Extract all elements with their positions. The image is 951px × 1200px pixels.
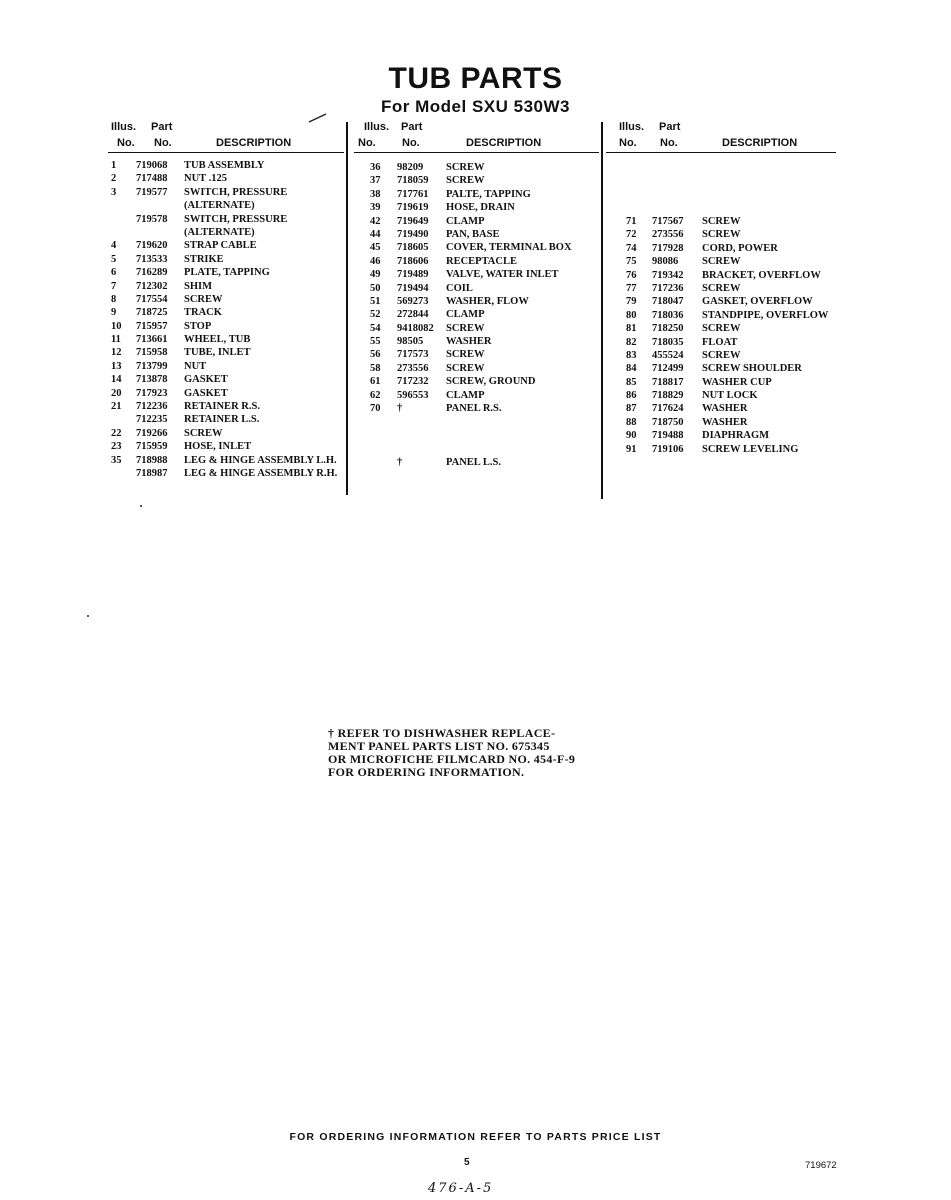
illus-number: 45 <box>370 242 381 254</box>
parts-row <box>108 374 344 387</box>
illus-number: 13 <box>111 360 122 372</box>
illus-number: 90 <box>626 430 637 442</box>
column-divider-2 <box>601 122 603 499</box>
illus-number: 87 <box>626 403 637 415</box>
part-description: STRIKE <box>184 253 224 265</box>
part-description: NUT LOCK <box>702 390 758 402</box>
illus-number: 75 <box>626 256 637 268</box>
illus-number: 86 <box>626 390 637 402</box>
parts-row <box>354 309 599 322</box>
part-number: 719342 <box>652 269 684 281</box>
part-number: 712236 <box>136 401 168 413</box>
part-number: 717232 <box>397 376 429 388</box>
parts-row <box>354 175 599 188</box>
parts-row <box>354 283 599 296</box>
illus-number: 82 <box>626 336 637 348</box>
illus-number: 23 <box>111 441 122 453</box>
part-description: SWITCH, PRESSURE <box>184 213 288 225</box>
part-number: 719490 <box>397 228 429 240</box>
parts-row <box>108 441 344 454</box>
header-no-2: No. <box>660 137 678 149</box>
header-part: Part <box>659 121 681 133</box>
parts-row <box>354 430 599 443</box>
parts-rows <box>606 216 836 457</box>
part-number: 273556 <box>652 229 684 241</box>
parts-row <box>354 296 599 309</box>
part-number: 718035 <box>652 336 684 348</box>
part-number: 715958 <box>136 347 168 359</box>
part-number: 273556 <box>397 362 429 374</box>
part-number: 719266 <box>136 427 168 439</box>
parts-row <box>354 256 599 269</box>
parts-row <box>354 363 599 376</box>
part-number: 718059 <box>397 175 429 187</box>
part-number: 718829 <box>652 390 684 402</box>
part-description: VALVE, WATER INLET <box>446 269 559 281</box>
parts-row <box>354 349 599 362</box>
part-number: 718250 <box>652 323 684 335</box>
part-description: SCREW <box>446 322 485 334</box>
illus-number: 52 <box>370 309 381 321</box>
parts-row <box>354 202 599 215</box>
part-description: (ALTERNATE) <box>184 226 255 238</box>
parts-row <box>354 403 599 416</box>
part-description: SCREW <box>702 323 741 335</box>
part-number: 718036 <box>652 309 684 321</box>
illus-number: 76 <box>626 269 637 281</box>
part-description: WASHER <box>702 416 748 428</box>
header-rule <box>108 152 344 153</box>
part-number: 719578 <box>136 213 168 225</box>
part-description: SCREW <box>702 282 741 294</box>
illus-number: 6 <box>111 267 117 279</box>
part-description: CORD, POWER <box>702 242 778 254</box>
illus-number: 77 <box>626 282 637 294</box>
part-description: SWITCH, PRESSURE <box>184 186 288 198</box>
parts-row <box>108 214 344 227</box>
parts-row <box>108 455 344 468</box>
part-number: 98086 <box>652 256 679 268</box>
illus-number: 51 <box>370 295 381 307</box>
part-number: 719619 <box>397 202 429 214</box>
part-number: 719649 <box>397 215 429 227</box>
illus-number: 81 <box>626 323 637 335</box>
part-description: SCREW <box>184 427 223 439</box>
part-description: RETAINER L.S. <box>184 414 260 426</box>
parts-row <box>108 187 344 200</box>
part-description: RETAINER R.S. <box>184 401 260 413</box>
part-number: 712235 <box>136 414 168 426</box>
part-description: PAN, BASE <box>446 228 500 240</box>
header-description: DESCRIPTION <box>216 137 292 149</box>
illus-number: 83 <box>626 349 637 361</box>
header-description: DESCRIPTION <box>466 137 542 149</box>
parts-row <box>606 377 836 390</box>
illus-number: 35 <box>111 454 122 466</box>
part-number: 718817 <box>652 376 684 388</box>
parts-row <box>606 283 836 296</box>
part-number: 718047 <box>652 296 684 308</box>
part-description: TUB ASSEMBLY <box>184 160 265 171</box>
page-title: TUB PARTS <box>388 62 563 95</box>
parts-row <box>108 428 344 441</box>
parts-row <box>354 242 599 255</box>
part-description: CLAMP <box>446 309 485 321</box>
parts-row <box>108 240 344 253</box>
illus-number: 80 <box>626 309 637 321</box>
parts-row <box>108 307 344 320</box>
parts-rows <box>108 160 344 481</box>
parts-row <box>108 468 344 481</box>
parts-column-2 <box>354 118 599 470</box>
part-description: SCREW <box>446 362 485 374</box>
header-no-2: No. <box>402 137 420 149</box>
ordering-footer: FOR ORDERING INFORMATION REFER TO PARTS PRICE LIST <box>289 1131 662 1143</box>
part-description: SCREW LEVELING <box>702 443 799 455</box>
parts-row <box>606 270 836 283</box>
part-number: 717761 <box>397 188 429 200</box>
illus-number: 5 <box>111 253 117 265</box>
illus-number: 22 <box>111 427 122 439</box>
part-description: SCREW <box>702 349 741 361</box>
parts-row <box>108 200 344 213</box>
replacement-panel-note <box>328 727 628 779</box>
header-illus: Illus. <box>364 121 390 133</box>
part-description: CLAMP <box>446 389 485 401</box>
pen-mark <box>308 112 328 124</box>
part-description: PLATE, TAPPING <box>184 267 270 279</box>
document-number: 719672 <box>805 1160 837 1171</box>
part-description: SCREW <box>446 175 485 187</box>
part-number: 713799 <box>136 360 168 372</box>
illus-number: 58 <box>370 362 381 374</box>
page-number: 5 <box>464 1157 470 1168</box>
part-description: PALTE, TAPPING <box>446 188 531 200</box>
speck <box>140 505 142 507</box>
part-description: WASHER CUP <box>702 376 772 388</box>
part-description: STOP <box>184 320 212 332</box>
parts-row <box>606 430 836 443</box>
parts-row <box>354 457 599 470</box>
part-description: DIAPHRAGM <box>702 430 770 442</box>
page-subtitle: For Model SXU 530W3 <box>381 97 570 116</box>
speck <box>87 615 89 617</box>
part-number: 717928 <box>652 242 684 254</box>
illus-number: 1 <box>111 160 117 171</box>
header-no-1: No. <box>358 137 376 149</box>
part-description: SCREW <box>446 162 485 173</box>
illus-number: 21 <box>111 401 122 413</box>
part-description: GASKET, OVERFLOW <box>702 296 813 308</box>
part-number: 455524 <box>652 349 684 361</box>
header-part: Part <box>151 121 173 133</box>
part-number: 569273 <box>397 295 429 307</box>
part-description: SCREW <box>702 229 741 241</box>
parts-rows <box>354 162 599 470</box>
illus-number: 12 <box>111 347 122 359</box>
part-description: CLAMP <box>446 215 485 227</box>
part-description: WASHER <box>446 336 492 348</box>
illus-number: 71 <box>626 216 637 227</box>
parts-row <box>354 189 599 202</box>
illus-number: 3 <box>111 186 117 198</box>
part-number: † <box>397 403 403 415</box>
part-description: NUT .125 <box>184 173 227 185</box>
header-no-1: No. <box>117 137 135 149</box>
part-number: 713533 <box>136 253 168 265</box>
parts-row <box>108 294 344 307</box>
part-number: 713878 <box>136 374 168 386</box>
parts-row <box>606 323 836 336</box>
illus-number: 8 <box>111 293 117 305</box>
illus-number: 4 <box>111 240 117 252</box>
parts-row <box>606 310 836 323</box>
part-description: GASKET <box>184 374 228 386</box>
parts-column-1 <box>108 118 344 481</box>
illus-number: 79 <box>626 296 637 308</box>
part-description: GASKET <box>184 387 228 399</box>
part-description: LEG & HINGE ASSEMBLY L.H. <box>184 454 337 466</box>
illus-number: 11 <box>111 334 121 346</box>
illus-number: 62 <box>370 389 381 401</box>
part-description: SCREW, GROUND <box>446 376 536 388</box>
part-description: SCREW <box>184 293 223 305</box>
parts-row <box>108 173 344 186</box>
header-illus: Illus. <box>619 121 645 133</box>
note-line: OR MICROFICHE FILMCARD NO. 454-F-9 <box>328 752 576 766</box>
header-part: Part <box>401 121 423 133</box>
part-number: 719494 <box>397 282 429 294</box>
part-number: 719577 <box>136 186 168 198</box>
parts-column-3 <box>606 118 836 457</box>
parts-row <box>108 347 344 360</box>
illus-number: 84 <box>626 363 637 375</box>
part-number: 272844 <box>397 309 429 321</box>
part-number: 719620 <box>136 240 168 252</box>
parts-row <box>108 254 344 267</box>
header-rule <box>354 152 599 153</box>
header-rule <box>606 152 836 153</box>
part-description: STANDPIPE, OVERFLOW <box>702 309 829 321</box>
parts-row <box>606 363 836 376</box>
illus-number: 91 <box>626 443 637 455</box>
part-number: 715959 <box>136 441 168 453</box>
part-number: 719489 <box>397 269 429 281</box>
parts-row <box>606 403 836 416</box>
part-number: 718988 <box>136 454 168 466</box>
illus-number: 39 <box>370 202 381 214</box>
part-number: 9418082 <box>397 322 434 334</box>
illus-number: 7 <box>111 280 117 292</box>
column-header <box>354 118 599 156</box>
parts-row <box>108 414 344 427</box>
illus-number: 46 <box>370 255 381 267</box>
illus-number: 38 <box>370 188 381 200</box>
part-description: SHIM <box>184 280 213 292</box>
parts-row <box>606 390 836 403</box>
parts-row <box>108 281 344 294</box>
part-description: NUT <box>184 360 207 372</box>
part-number: 596553 <box>397 389 429 401</box>
parts-row <box>606 444 836 457</box>
part-number: 98505 <box>397 336 424 348</box>
parts-row <box>354 229 599 242</box>
part-description: TRACK <box>184 307 222 319</box>
parts-row <box>606 243 836 256</box>
part-number: 717624 <box>652 403 684 415</box>
parts-row <box>108 361 344 374</box>
part-description: SCREW SHOULDER <box>702 363 802 375</box>
part-number: 717554 <box>136 293 168 305</box>
part-number: 719106 <box>652 443 684 455</box>
part-number: 719068 <box>136 160 168 171</box>
part-number: 717567 <box>652 216 684 227</box>
parts-row <box>606 350 836 363</box>
parts-row <box>108 160 344 173</box>
parts-row <box>108 227 344 240</box>
part-number: 718987 <box>136 467 168 479</box>
illus-number: 61 <box>370 376 381 388</box>
header-no-2: No. <box>154 137 172 149</box>
header-illus: Illus. <box>111 121 137 133</box>
part-description: RECEPTACLE <box>446 255 517 267</box>
part-number: 717573 <box>397 349 429 361</box>
part-number: 713661 <box>136 334 168 346</box>
part-description: SCREW <box>446 349 485 361</box>
note-line: † REFER TO DISHWASHER REPLACE- <box>328 726 556 740</box>
parts-row <box>354 390 599 403</box>
part-number: 712302 <box>136 280 168 292</box>
parts-row <box>108 388 344 401</box>
part-number: 717488 <box>136 173 168 185</box>
part-description: BRACKET, OVERFLOW <box>702 269 821 281</box>
part-number: 98209 <box>397 162 424 173</box>
parts-row <box>354 376 599 389</box>
illus-number: 72 <box>626 229 637 241</box>
illus-number: 54 <box>370 322 381 334</box>
part-number: 717923 <box>136 387 168 399</box>
illus-number: 50 <box>370 282 381 294</box>
illus-number: 9 <box>111 307 117 319</box>
illus-number: 74 <box>626 242 637 254</box>
part-number: 719488 <box>652 430 684 442</box>
parts-row <box>606 229 836 242</box>
parts-row <box>354 269 599 282</box>
part-description: SCREW <box>702 256 741 268</box>
parts-row <box>606 296 836 309</box>
illus-number: 70 <box>370 403 381 415</box>
part-description: WASHER, FLOW <box>446 295 529 307</box>
part-description: PANEL L.S. <box>446 456 501 468</box>
part-description: COVER, TERMINAL BOX <box>446 242 572 254</box>
parts-row <box>354 162 599 175</box>
part-number: 718606 <box>397 255 429 267</box>
parts-row <box>606 216 836 229</box>
part-number: 716289 <box>136 267 168 279</box>
parts-row <box>354 336 599 349</box>
illus-number: 37 <box>370 175 381 187</box>
part-description: HOSE, DRAIN <box>446 202 515 214</box>
parts-row <box>108 321 344 334</box>
illus-number: 2 <box>111 173 117 185</box>
illus-number: 14 <box>111 374 122 386</box>
illus-number: 44 <box>370 228 381 240</box>
illus-number: 55 <box>370 336 381 348</box>
part-description: LEG & HINGE ASSEMBLY R.H. <box>184 467 338 479</box>
part-number: 717236 <box>652 282 684 294</box>
part-description: PANEL R.S. <box>446 403 502 415</box>
part-description: WHEEL, TUB <box>184 334 251 346</box>
illus-number: 20 <box>111 387 122 399</box>
illus-number: 85 <box>626 376 637 388</box>
illus-number: 49 <box>370 269 381 281</box>
parts-row <box>606 337 836 350</box>
part-number: 718605 <box>397 242 429 254</box>
part-description: STRAP CABLE <box>184 240 257 252</box>
parts-row <box>606 256 836 269</box>
header-description: DESCRIPTION <box>722 137 798 149</box>
note-line: FOR ORDERING INFORMATION. <box>328 765 525 779</box>
illus-number: 88 <box>626 416 637 428</box>
part-number: 715957 <box>136 320 168 332</box>
parts-row <box>354 443 599 456</box>
part-description: WASHER <box>702 403 748 415</box>
part-number: 718725 <box>136 307 168 319</box>
part-description: SCREW <box>702 216 741 227</box>
illus-number: 42 <box>370 215 381 227</box>
parts-row <box>354 416 599 429</box>
part-number: † <box>397 456 403 468</box>
part-number: 718750 <box>652 416 684 428</box>
column-divider-1 <box>346 122 348 495</box>
part-description: TUBE, INLET <box>184 347 251 359</box>
parts-row <box>108 401 344 414</box>
illus-number: 56 <box>370 349 381 361</box>
part-description: HOSE, INLET <box>184 441 252 453</box>
handwritten-annotation: 476-A-5 <box>428 1181 494 1196</box>
part-description: FLOAT <box>702 336 738 348</box>
illus-number: 10 <box>111 320 122 332</box>
part-number: 712499 <box>652 363 684 375</box>
header-no-1: No. <box>619 137 637 149</box>
parts-row <box>108 334 344 347</box>
part-description: (ALTERNATE) <box>184 200 255 212</box>
illus-number: 36 <box>370 162 381 173</box>
column-header <box>606 118 836 156</box>
parts-row <box>108 267 344 280</box>
parts-row <box>354 216 599 229</box>
part-description: COIL <box>446 282 473 294</box>
parts-row <box>606 417 836 430</box>
parts-row <box>354 323 599 336</box>
note-line: MENT PANEL PARTS LIST NO. 675345 <box>328 739 550 753</box>
